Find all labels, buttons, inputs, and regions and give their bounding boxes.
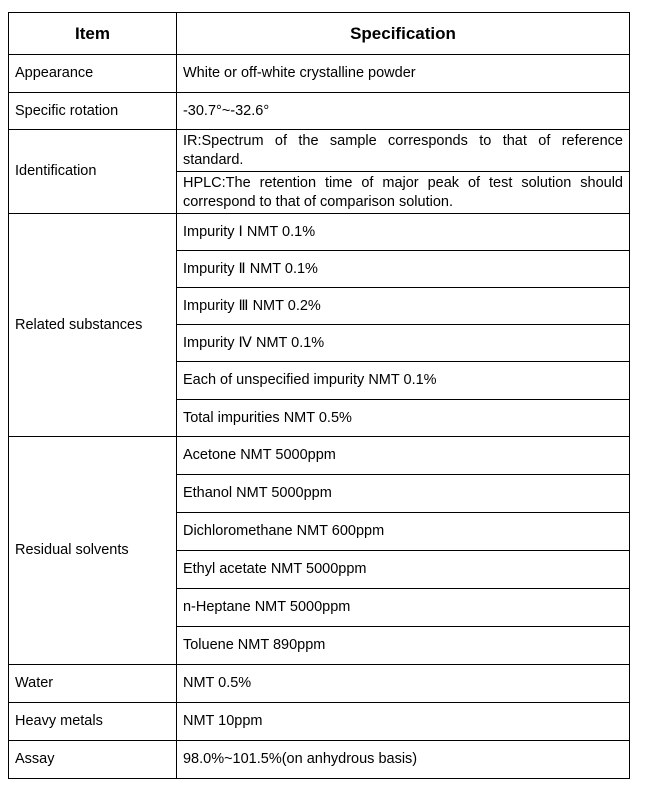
spec-impurity-2: Impurity Ⅱ NMT 0.1% [176,251,629,288]
spec-water: NMT 0.5% [176,665,629,703]
spec-toluene: Toluene NMT 890ppm [176,627,629,665]
spec-total-impurities: Total impurities NMT 0.5% [176,400,629,437]
spec-ethanol: Ethanol NMT 5000ppm [176,475,629,513]
spec-dichloromethane: Dichloromethane NMT 600ppm [176,513,629,551]
header-row [9,13,630,55]
item-specific-rotation: Specific rotation [9,93,177,130]
spec-impurity-3: Impurity Ⅲ NMT 0.2% [176,288,629,325]
item-related-substances: Related substances [9,214,177,437]
item-assay: Assay [9,741,177,779]
item-appearance: Appearance [9,55,177,93]
table-row [9,55,630,93]
table-row [9,214,630,251]
spec-specific-rotation: -30.7°~-32.6° [176,93,629,130]
spec-ethyl-acetate: Ethyl acetate NMT 5000ppm [176,551,629,589]
spec-unspecified-impurity: Each of unspecified impurity NMT 0.1% [176,362,629,400]
item-residual-solvents: Residual solvents [9,437,177,665]
spec-impurity-1: Impurity Ⅰ NMT 0.1% [176,214,629,251]
specification-table [8,12,630,779]
table-row [9,93,630,130]
table-row [9,703,630,741]
header-item: Item [9,13,177,55]
spec-appearance: White or off-white crystalline powder [176,55,629,93]
spec-identification-ir: IR:Spectrum of the sample corresponds to that of reference standard. [176,130,629,172]
header-specification: Specification [176,13,629,55]
item-heavy-metals: Heavy metals [9,703,177,741]
spec-n-heptane: n-Heptane NMT 5000ppm [176,589,629,627]
item-water: Water [9,665,177,703]
table-row [9,665,630,703]
spec-identification-hplc: HPLC:The retention time of major peak of test solution should correspond to that of comparison solution. [176,172,629,214]
table-row [9,437,630,475]
spec-acetone: Acetone NMT 5000ppm [176,437,629,475]
spec-heavy-metals: NMT 10ppm [176,703,629,741]
spec-assay: 98.0%~101.5%(on anhydrous basis) [176,741,629,779]
table-row [9,741,630,779]
table-row [9,130,630,172]
spec-impurity-4: Impurity Ⅳ NMT 0.1% [176,325,629,362]
item-identification: Identification [9,130,177,214]
